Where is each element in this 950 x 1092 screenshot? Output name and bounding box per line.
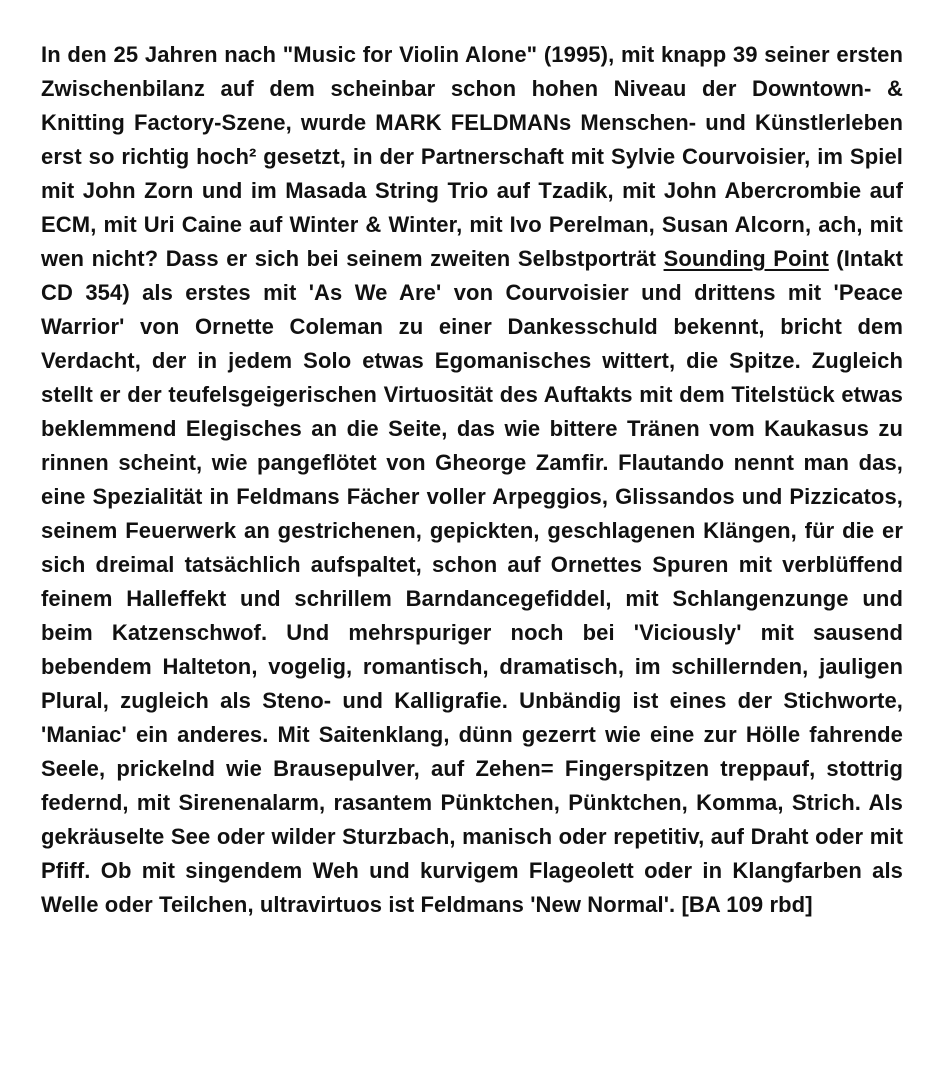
review-text-part-1: In den 25 Jahren nach "Music for Violin Alone" (1995), mit knapp 39 seiner ersten Zwischenbilanz auf dem scheinbar schon hohen Niveau der Downtown- & Knitting Factory-Szene, wurde MARK FELDMANs Menschen- und Künstlerleben erst so richtig hoch² gesetzt, in der Partnerschaft mit Sylvie Courvoisier, im Spiel mit John Zorn und im Masada String Trio auf Tzadik, mit John Abercrombie auf ECM, mit Uri Caine auf Winter & Winter, mit Ivo Perelman, Susan Alcorn, ach, mit wen nicht? Dass er sich bei seinem zweiten Selbstporträt: [41, 42, 903, 271]
album-title-link[interactable]: Sounding Point: [663, 246, 829, 271]
review-text-part-2: (Intakt CD 354) als erstes mit 'As We Are' von Courvoisier und drittens mit 'Peace Warrior' von Ornette Coleman zu einer Dankesschuld bekennt, bricht dem Verdacht, der in jedem Solo etwas Egomanisches wittert, die Spitze. Zugleich stellt er der teufelsgeigerischen Virtuosität des Auftakts mit dem Titelstück etwas beklemmend Elegisches an die Seite, das wie bittere Tränen vom Kaukasus zu rinnen scheint, wie pangeflötet von Gheorge Zamfir. Flautando nennt man das, eine Spezialität in Feldmans Fächer voller Arpeggios, Glissandos und Pizzicatos, seinem Feuerwerk an gestrichenen, gepickten, geschlagenen Klängen, für die er sich dreimal tatsächlich aufspaltet, schon auf Ornettes Spuren mit verblüffend feinem Halleffekt und schrillem Barndancegefiddel, mit Schlangenzunge und beim Katzenschwof. Und mehrspuriger noch bei 'Viciously' mit sausend bebendem Halteton, vogelig, romantisch, dramatisch, im schillernden, jauligen Plural, zugleich als Steno- und Kalligrafie. Unbändig ist eines der Stichworte, 'Maniac' ein anderes. Mit Saitenklang, dünn gezerrt wie eine zur Hölle fahrende Seele, prickelnd wie Brausepulver, auf Zehen= Fingerspitzen treppauf, stottrig federnd, mit Sirenenalarm, rasantem Pünktchen, Pünktchen, Komma, Strich. Als gekräuselte See oder wilder Sturzbach, manisch oder repetitiv, auf Draht oder mit Pfiff. Ob mit singendem Weh und kurvigem Flageolett oder in Klangfarben als Welle oder Teilchen, ultravirtuos ist Feldmans 'New Normal'. [BA 109 rbd]: [41, 246, 903, 917]
review-paragraph: [41, 38, 903, 922]
